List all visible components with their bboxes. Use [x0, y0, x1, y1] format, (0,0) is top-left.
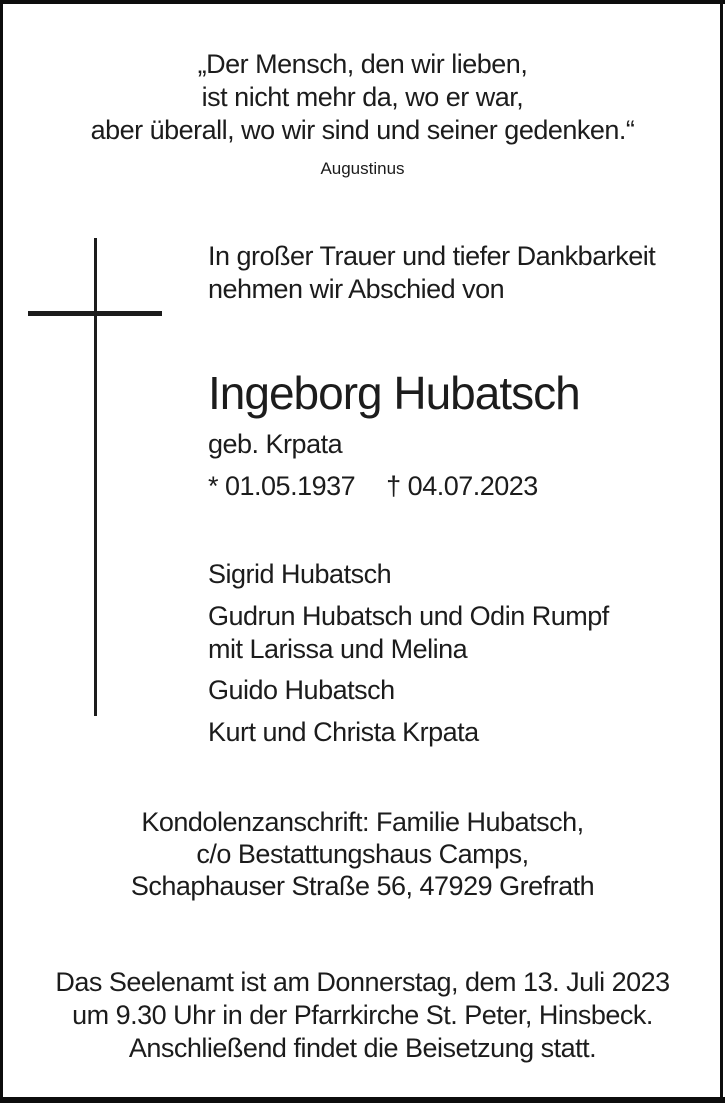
scan-edge-top: [0, 0, 725, 4]
deceased-name: Ingeborg Hubatsch: [208, 367, 580, 419]
scan-edge-bottom: [0, 1097, 725, 1103]
birth-date: * 01.05.1937: [208, 471, 356, 501]
quote-block: [0, 48, 725, 147]
intro-line: nehmen wir Abschied von: [208, 274, 505, 304]
quote-line: aber überall, wo wir sind und seiner gedenken.“: [90, 115, 635, 145]
mourner-line: Sigrid Hubatsch: [208, 559, 392, 589]
cross-vertical-beam: [94, 238, 97, 716]
cross-horizontal-beam: [28, 311, 162, 316]
mourner-group: [208, 716, 479, 749]
life-dates: [208, 470, 538, 503]
mourner-line: Guido Hubatsch: [208, 675, 395, 705]
service-line: Anschließend findet die Beisetzung statt.: [128, 1033, 597, 1063]
quote-line: ist nicht mehr da, wo er war,: [201, 82, 524, 112]
service-line: Das Seelenamt ist am Donnerstag, dem 13. Juli 2023: [55, 967, 670, 997]
intro-line: In großer Trauer und tiefer Dankbarkeit: [208, 241, 656, 271]
deceased-birth-name: geb. Krpata: [208, 429, 343, 459]
mourner-line: Gudrun Hubatsch und Odin Rumpf: [208, 601, 609, 631]
intro-block: [208, 240, 655, 306]
condolence-line: c/o Bestattungshaus Camps,: [196, 839, 529, 869]
mourner-group: [208, 600, 609, 666]
condolence-block: [0, 806, 725, 902]
quote-line: „Der Mensch, den wir lieben,: [197, 49, 528, 79]
condolence-line: Kondolenzanschrift: Familie Hubatsch,: [141, 807, 584, 837]
condolence-line: Schaphauser Straße 56, 47929 Grefrath: [130, 871, 595, 901]
service-block: [0, 966, 725, 1065]
mourner-line: mit Larissa und Melina: [208, 634, 468, 664]
mourner-line: Kurt und Christa Krpata: [208, 717, 479, 747]
quote-attribution: Augustinus: [320, 159, 405, 178]
service-line: um 9.30 Uhr in der Pfarrkirche St. Peter, Hinsbeck.: [72, 1000, 653, 1030]
mourner-group: [208, 674, 395, 707]
death-date: † 04.07.2023: [386, 471, 538, 501]
mourner-group: [208, 558, 391, 591]
